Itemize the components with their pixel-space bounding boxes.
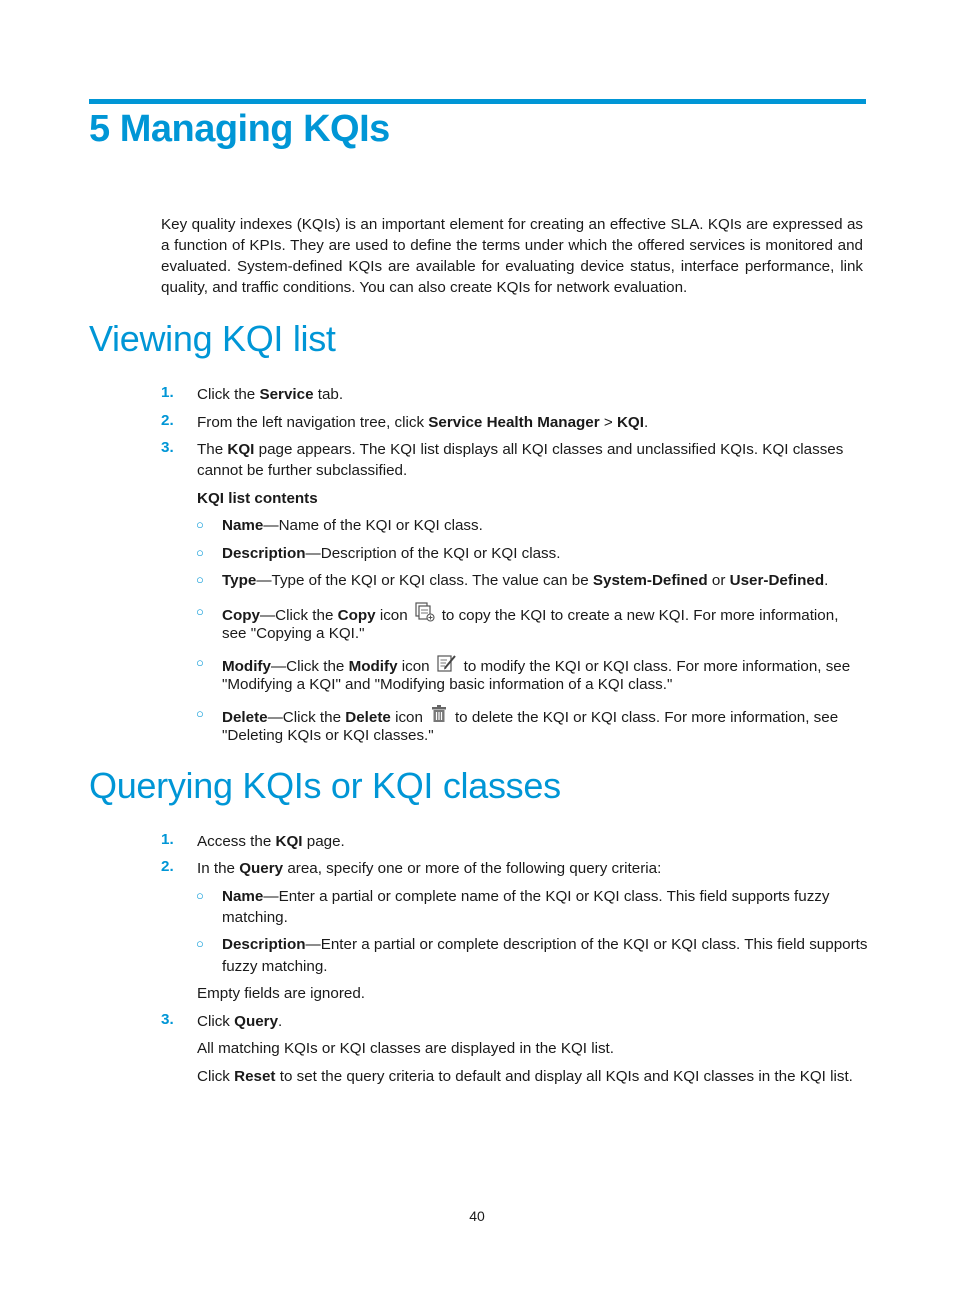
list-item-modify-continued: "Modifying a KQI" and "Modifying basic information of a KQI class." [222,676,673,693]
list-item-modify: Modify—Click the Modify icon to modify the KQI or KQI class. For more information, see [222,653,850,679]
kqi-list-contents-title: KQI list contents [197,490,318,507]
empty-fields-note: Empty fields are ignored. [197,985,365,1002]
bullet-circle: ○ [196,545,204,560]
page-number: 40 [469,1208,485,1224]
bullet-circle: ○ [196,706,204,721]
bullet-circle: ○ [196,604,204,619]
query-criteria-description-continued: fuzzy matching. [222,958,328,975]
query-criteria-name: Name—Enter a partial or complete name of the KQI or KQI class. This field supports fuzzy [222,888,830,905]
list-item-delete-continued: "Deleting KQIs or KQI classes." [222,727,434,744]
step-number: 3. [161,439,174,456]
list-item-delete: Delete—Click the Delete icon to delete the KQI or KQI class. For more information, see [222,704,838,730]
query-criteria-name-continued: matching. [222,909,288,926]
list-item-description: Description—Description of the KQI or KQI class. [222,545,561,562]
step-number: 1. [161,831,174,848]
heading-viewing-kqi-list: Viewing KQI list [89,318,336,359]
step-2-text: From the left navigation tree, click Service Health Manager > KQI. [197,414,649,431]
list-item-name: Name—Name of the KQI or KQI class. [222,517,483,534]
step-number: 2. [161,858,174,875]
step-1-text: Click the Service tab. [197,386,344,403]
query-step-3-text: Click Query. [197,1013,283,1030]
bullet-circle: ○ [196,888,204,903]
step-number: 2. [161,412,174,429]
step-3-text-continued: cannot be further subclassified. [197,462,408,479]
query-step-2-text: In the Query area, specify one or more of the following query criteria: [197,860,662,877]
bullet-circle: ○ [196,517,204,532]
query-step-1-text: Access the KQI page. [197,833,345,850]
list-item-type: Type—Type of the KQI or KQI class. The value can be System-Defined or User-Defined. [222,572,829,589]
query-criteria-description: Description—Enter a partial or complete description of the KQI or KQI class. This field supports [222,936,868,953]
chapter-rule [89,99,866,104]
copy-icon [414,602,436,628]
intro-paragraph: Key quality indexes (KQIs) is an important element for creating an effective SLA. KQIs are expressed as a function of KPIs. They are used to define the terms under which the offered services is monitored and evaluated. System-defined KQIs are available for evaluating device status, interface performance, link quality, and traffic conditions. You can also create KQIs for network evaluation. [161,216,863,296]
heading-querying-kqis: Querying KQIs or KQI classes [89,765,561,806]
step-number: 3. [161,1011,174,1028]
list-item-copy-continued: see "Copying a KQI." [222,625,365,642]
reset-note: Click Reset to set the query criteria to default and display all KQIs and KQI classes in the KQI list. [197,1068,853,1085]
bullet-circle: ○ [196,655,204,670]
chapter-title: 5 Managing KQIs [89,108,390,150]
list-item-copy: Copy—Click the Copy icon to copy the KQI to create a new KQI. For more information, [222,602,838,628]
bullet-circle: ○ [196,936,204,951]
step-3-text: The KQI page appears. The KQI list displays all KQI classes and unclassified KQIs. KQI classes [197,441,844,458]
step-number: 1. [161,384,174,401]
bullet-circle: ○ [196,572,204,587]
query-result-note: All matching KQIs or KQI classes are displayed in the KQI list. [197,1040,614,1057]
